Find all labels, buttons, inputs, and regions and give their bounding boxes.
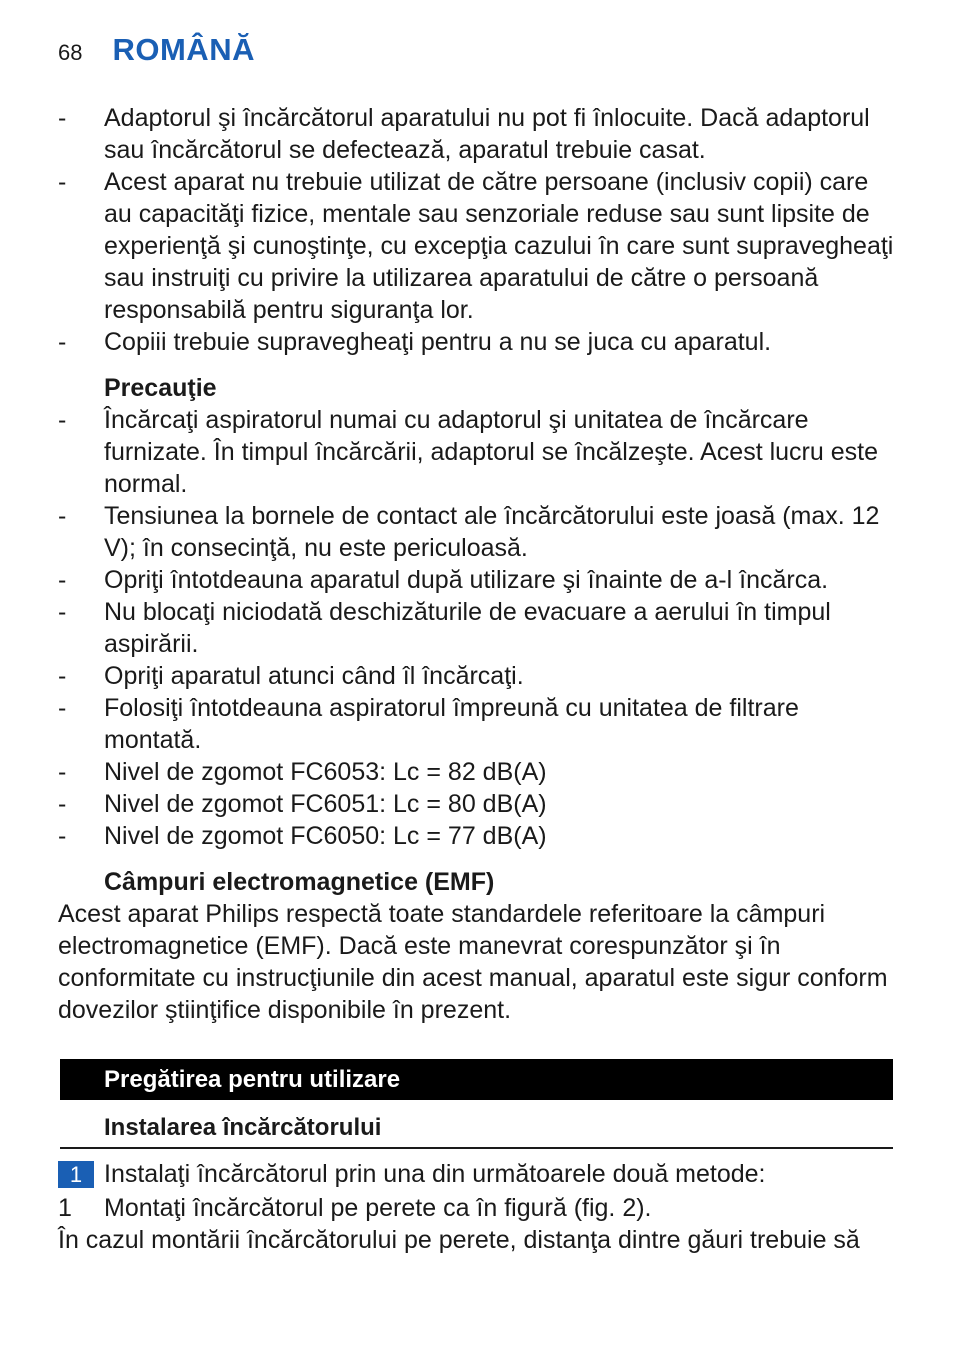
step-text: Instalaţi încărcătorul prin una din următoarele două metode: [104, 1160, 766, 1188]
bullet-text: Opriţi aparatul atunci când îl încărcaţi. [104, 662, 524, 690]
bullet-text: Opriţi întotdeauna aparatul după utilizare şi înainte de a-l încărca. [104, 566, 829, 594]
list-item [58, 404, 894, 500]
sub-step-text: Montaţi încărcătorul pe perete ca în figură (fig. 2). [104, 1194, 652, 1222]
bullet-text: Nu blocaţi niciodată deschizăturile de evacuare a aerului în timpul aspirării. [104, 598, 831, 658]
divider [60, 1147, 893, 1149]
list-item [58, 326, 894, 358]
list-item [58, 820, 894, 852]
bullet-dash: - [58, 104, 67, 132]
body-text: În cazul montării încărcătorului pe perete, distanţa dintre găuri trebuie să [58, 1226, 860, 1254]
list-item [58, 692, 894, 756]
list-item [58, 166, 894, 326]
list-item [58, 564, 894, 596]
page-number: 68 [58, 40, 83, 65]
step-instruction [58, 1160, 766, 1189]
list-item [58, 102, 894, 166]
list-item [58, 660, 894, 692]
emf-heading: Câmpuri electromagnetice (EMF) [104, 868, 495, 896]
bullet-dash: - [58, 758, 67, 786]
bullet-text: Folosiţi întotdeauna aspiratorul împreună cu unitatea de filtrare montată. [104, 694, 799, 754]
list-item [58, 788, 894, 820]
bullet-dash: - [58, 694, 67, 722]
caution-heading: Precauţie [104, 374, 217, 402]
bullet-dash: - [58, 328, 67, 356]
step-number-badge: 1 [58, 1161, 94, 1188]
sub-step-number: 1 [58, 1194, 72, 1222]
bullet-text: Încărcaţi aspiratorul numai cu adaptorul şi unitatea de încărcare furnizate. În timpul încărcării, adaptorul se încălzeşte. Acest lucru este normal. [104, 406, 878, 498]
page-header [58, 32, 255, 68]
sub-step [58, 1192, 652, 1224]
bullet-text: Adaptorul şi încărcătorul aparatului nu pot fi înlocuite. Dacă adaptorul sau încărcătorul se defectează, aparatul trebuie casat. [104, 104, 870, 164]
list-item [58, 756, 894, 788]
safety-content [58, 102, 894, 1026]
language-title: ROMÂNĂ [112, 32, 255, 67]
bullet-text: Copiii trebuie supravegheaţi pentru a nu se juca cu aparatul. [104, 328, 772, 356]
bullet-dash: - [58, 822, 67, 850]
bullet-text: Nivel de zgomot FC6050: Lc = 77 dB(A) [104, 822, 547, 850]
bullet-dash: - [58, 790, 67, 818]
bullet-dash: - [58, 662, 67, 690]
bullet-text: Nivel de zgomot FC6051: Lc = 80 dB(A) [104, 790, 547, 818]
bullet-dash: - [58, 406, 67, 434]
subsection-heading: Instalarea încărcătorului [104, 1114, 382, 1141]
list-item [58, 596, 894, 660]
bullet-text: Nivel de zgomot FC6053: Lc = 82 dB(A) [104, 758, 547, 786]
bullet-dash: - [58, 502, 67, 530]
bullet-dash: - [58, 598, 67, 626]
list-item [58, 500, 894, 564]
bullet-dash: - [58, 566, 67, 594]
section-title-bar: Pregătirea pentru utilizare [60, 1059, 893, 1100]
emf-paragraph: Acest aparat Philips respectă toate standardele referitoare la câmpuri electromagnetice (EMF). Dacă este manevrat corespunzător şi în conformitate cu instrucţiunile din acest manual, aparatul este sigur conform dovezilor ştiinţifice disponibile în prezent. [58, 900, 888, 1024]
bullet-text: Tensiunea la bornele de contact ale încărcătorului este joasă (max. 12 V); în consecinţă, nu este periculoasă. [104, 502, 880, 562]
bullet-dash: - [58, 168, 67, 196]
bullet-text: Acest aparat nu trebuie utilizat de către persoane (inclusiv copii) care au capacităţi fizice, mentale sau senzoriale reduse sau sunt lipsite de experienţă şi cunoştinţe, cu excepţia cazului în care sunt supravegheaţi sau instruiţi cu privire la utilizarea aparatului de către o persoană responsabilă pentru siguranţa lor. [104, 168, 894, 324]
